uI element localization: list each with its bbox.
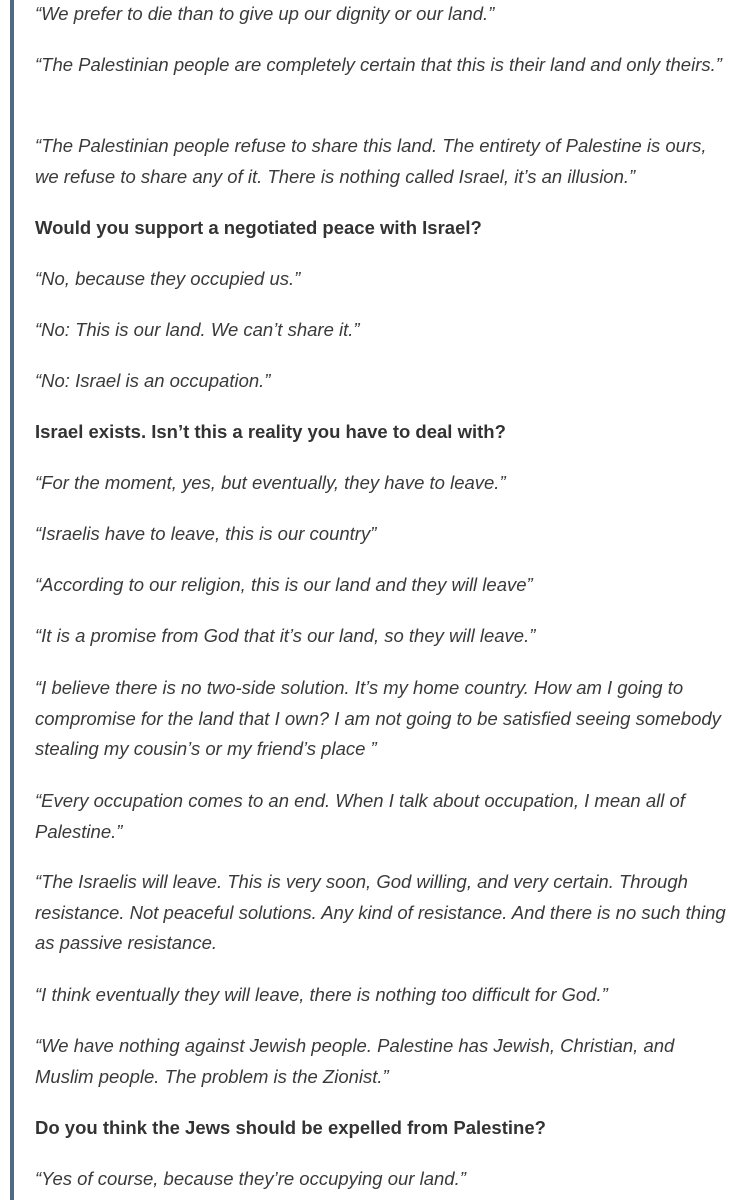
interview-question: Israel exists. Isn’t this a reality you have to deal with? — [35, 421, 506, 442]
quote-paragraph: “No: Israel is an occupation.” — [35, 370, 271, 391]
quote-paragraph: “No, because they occupied us.” — [35, 268, 301, 289]
quote-paragraph: “According to our religion, this is our land and they will leave” — [35, 574, 533, 595]
quote-paragraph: “I believe there is no two-side solution. It’s my home country. How am I going to compromise for the land that I own? I am not going to be satisfied seeing somebody stealing my cousin’s or my friend’s place ” — [35, 677, 721, 759]
quote-paragraph: “Every occupation comes to an end. When I talk about occupation, I mean all of Palestine.” — [35, 790, 685, 842]
quote-paragraph: “I think eventually they will leave, there is nothing too difficult for God.” — [35, 984, 608, 1005]
quote-paragraph: “The Palestinian people are completely certain that this is their land and only theirs.” — [35, 54, 722, 75]
quote-paragraph: “The Palestinian people refuse to share this land. The entirety of Palestine is ours, we refuse to share any of it. There is nothing called Israel, it’s an illusion.” — [35, 135, 707, 187]
interview-question: Would you support a negotiated peace with Israel? — [35, 217, 482, 238]
quote-paragraph: “We prefer to die than to give up our dignity or our land.” — [35, 3, 495, 24]
quote-paragraph: “The Israelis will leave. This is very soon, God willing, and very certain. Through resistance. Not peaceful solutions. Any kind of resistance. And there is no such thing as passive resistance. — [35, 871, 726, 953]
quote-paragraph: “It is a promise from God that it’s our land, so they will leave.” — [35, 625, 536, 646]
quote-paragraph: “No: This is our land. We can’t share it.” — [35, 319, 360, 340]
interview-question: Do you think the Jews should be expelled from Palestine? — [35, 1117, 546, 1138]
quote-paragraph: “For the moment, yes, but eventually, they have to leave.” — [35, 472, 506, 493]
quote-paragraph: “Israelis have to leave, this is our country” — [35, 523, 377, 544]
quote-paragraph: “Yes of course, because they’re occupying our land.” — [35, 1168, 466, 1189]
blockquote-border — [10, 0, 14, 1200]
quote-paragraph: “We have nothing against Jewish people. Palestine has Jewish, Christian, and Muslim people. The problem is the Zionist.” — [35, 1035, 675, 1087]
